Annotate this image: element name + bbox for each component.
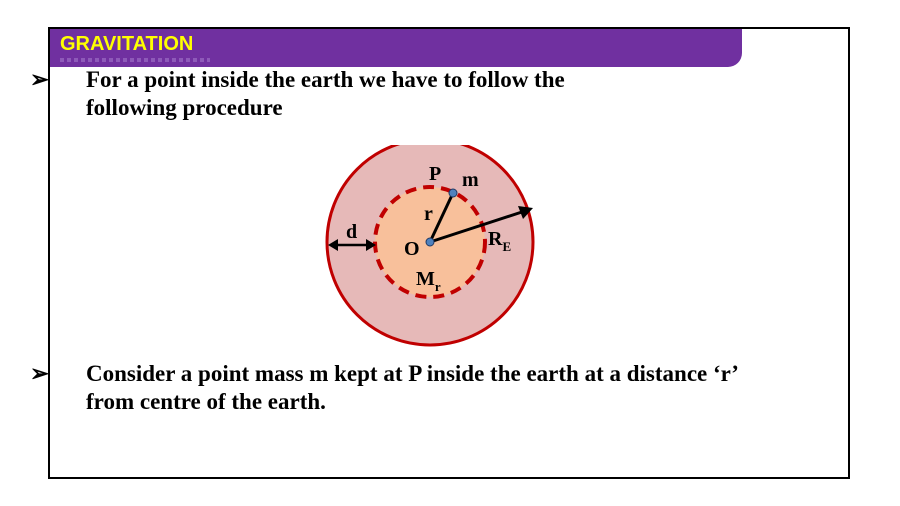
bullet-line: For a point inside the earth we have to follow the <box>86 67 565 92</box>
label-o: O <box>404 238 420 260</box>
title-decoration <box>60 58 210 62</box>
label-re-sub: E <box>502 239 512 254</box>
label-p: P <box>429 163 442 185</box>
slide-title: GRAVITATION <box>60 33 194 55</box>
bullet-arrow-icon: ➢ <box>30 361 50 386</box>
bullet-item <box>30 66 730 126</box>
label-r: r <box>424 203 433 225</box>
point-p <box>449 189 457 197</box>
label-m: m <box>462 169 479 191</box>
label-mr-sub: r <box>434 279 441 294</box>
title-bar <box>50 29 742 67</box>
bullet-arrow-icon: ➢ <box>30 67 50 92</box>
label-re-main: R <box>488 228 503 250</box>
label-d: d <box>346 221 358 243</box>
bullet-item <box>30 360 790 420</box>
bullet-text <box>86 360 739 416</box>
centre-point <box>426 238 434 246</box>
earth-diagram <box>320 145 540 365</box>
bullet-line: from centre of the earth. <box>86 389 326 414</box>
bullet-text <box>86 66 565 122</box>
bullet-line: following procedure <box>86 95 283 120</box>
label-mr-main: M <box>416 268 435 290</box>
bullet-line: Consider a point mass m kept at P inside the earth at a distance ‘r’ <box>86 361 739 386</box>
